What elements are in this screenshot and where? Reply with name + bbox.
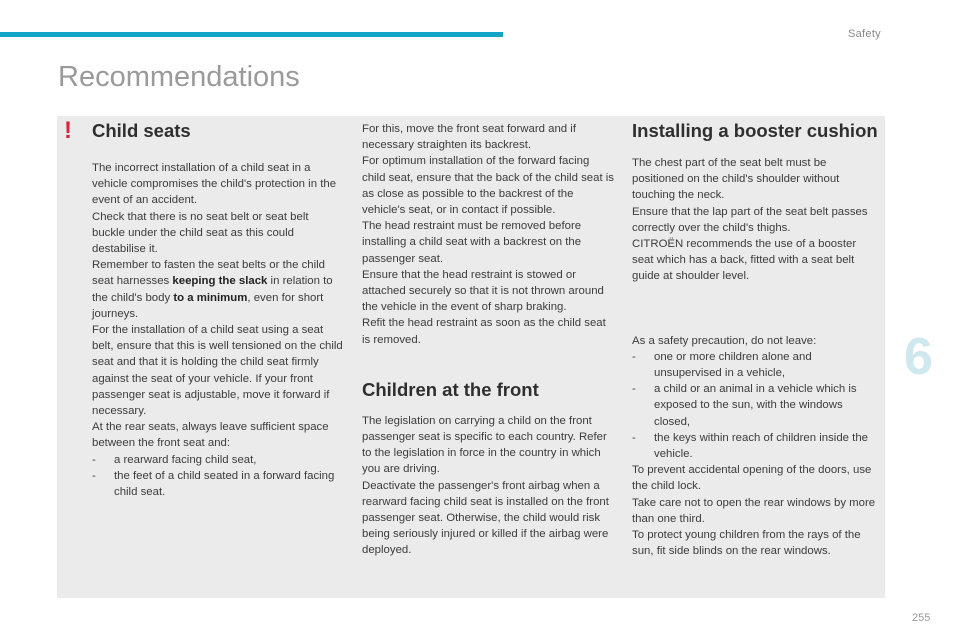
precaution-p1: To prevent accidental opening of the doors, use the child lock. — [632, 464, 872, 493]
precaution-p2: Take care not to open the rear windows by more than one third. — [632, 496, 876, 525]
list-item: - a rearward facing child seat, — [92, 453, 257, 466]
precaution-intro: As a safety precaution, do not leave: — [632, 334, 817, 347]
booster-heading: Installing a booster cushion — [632, 120, 878, 141]
booster-p3: CITROËN recommends the use of a booster seat which has a back, fitted with a seat belt guide at shoulder level. — [632, 238, 857, 283]
p3-bold-a: keeping the slack — [172, 275, 268, 288]
precaution-p3: To protect young children from the rays of the sun, fit side blinds on the rear windows. — [632, 529, 861, 558]
children-front-heading: Children at the front — [362, 378, 539, 400]
section-name: Safety — [848, 28, 881, 40]
children-front-p2: Deactivate the passenger's front airbag when a rearward facing child seat is installed on the front passenger seat. Otherwise, the child would risk being seriously injured or killed if the airbag were deployed. — [362, 479, 609, 557]
booster-section — [632, 120, 880, 559]
col2-p2: For optimum installation of the forward facing child seat, ensure that the back of the child seat is as close as possible to the backrest of the vehicle's seat, or in contact if possible. — [362, 155, 615, 217]
child-seats-p5: At the rear seats, always leave sufficient space between the front seat and: — [92, 421, 329, 450]
child-seats-p4: For the installation of a child seat using a seat belt, ensure that this is well tensioned on the child seat and that it is holding the child seat firmly against the seat of your vehicle. If your front passenger seat is adjustable, move it forward if necessary. — [92, 324, 343, 418]
list-item: - the feet of a child seated in a forward facing child seat. — [92, 469, 335, 499]
booster-p2: Ensure that the lap part of the seat belt passes correctly over the child's thighs. — [632, 205, 868, 234]
warning-icon: ! — [64, 117, 72, 144]
booster-p1: The chest part of the seat belt must be positioned on the child's shoulder without touching the neck. — [632, 157, 840, 202]
p3-text-b: in relation to the child's body — [92, 275, 333, 304]
child-seats-p1: The incorrect installation of a child seat in a vehicle compromises the child's protection in the event of an accident. — [92, 162, 337, 207]
child-seats-section — [92, 120, 344, 500]
page-title: Recommendations — [58, 61, 300, 93]
header-accent-bar — [0, 32, 503, 37]
p3-text-a: Remember to fasten the seat belts or the child seat harnesses — [92, 259, 325, 288]
child-seats-heading: Child seats — [92, 120, 191, 141]
front-seat-section — [362, 121, 614, 559]
children-front-p1: The legislation on carrying a child on the front passenger seat is specific to each country. Refer to the legislation in force in the country in which you are driving. — [362, 414, 607, 476]
list-item: - one or more children alone and unsupervised in a vehicle, — [632, 350, 812, 380]
col2-p5: Refit the head restraint as soon as the child seat is removed. — [362, 317, 606, 346]
list-item: - the keys within reach of children inside the vehicle. — [632, 431, 869, 461]
child-seats-p2: Check that there is no seat belt or seat belt buckle under the child seat as this could destabilise it. — [92, 210, 309, 256]
p3-bold-b: to a minimum — [173, 291, 248, 304]
col2-p4: Ensure that the head restraint is stowed or attached securely so that it is not thrown around the vehicle in the event of sharp braking. — [362, 268, 604, 314]
child-seats-p3 — [92, 257, 344, 322]
p3-text-c: , even for short journeys. — [92, 291, 324, 320]
list-item: - a child or an animal in a vehicle which is exposed to the sun, with the windows closed, — [632, 383, 857, 428]
col2-p1: For this, move the front seat forward and if necessary straighten its backrest. — [362, 123, 576, 152]
page-number: 255 — [912, 612, 931, 624]
chapter-number: 6 — [904, 328, 933, 386]
col2-p3: The head restraint must be removed before installing a child seat with a backrest on the passenger seat. — [362, 220, 582, 265]
